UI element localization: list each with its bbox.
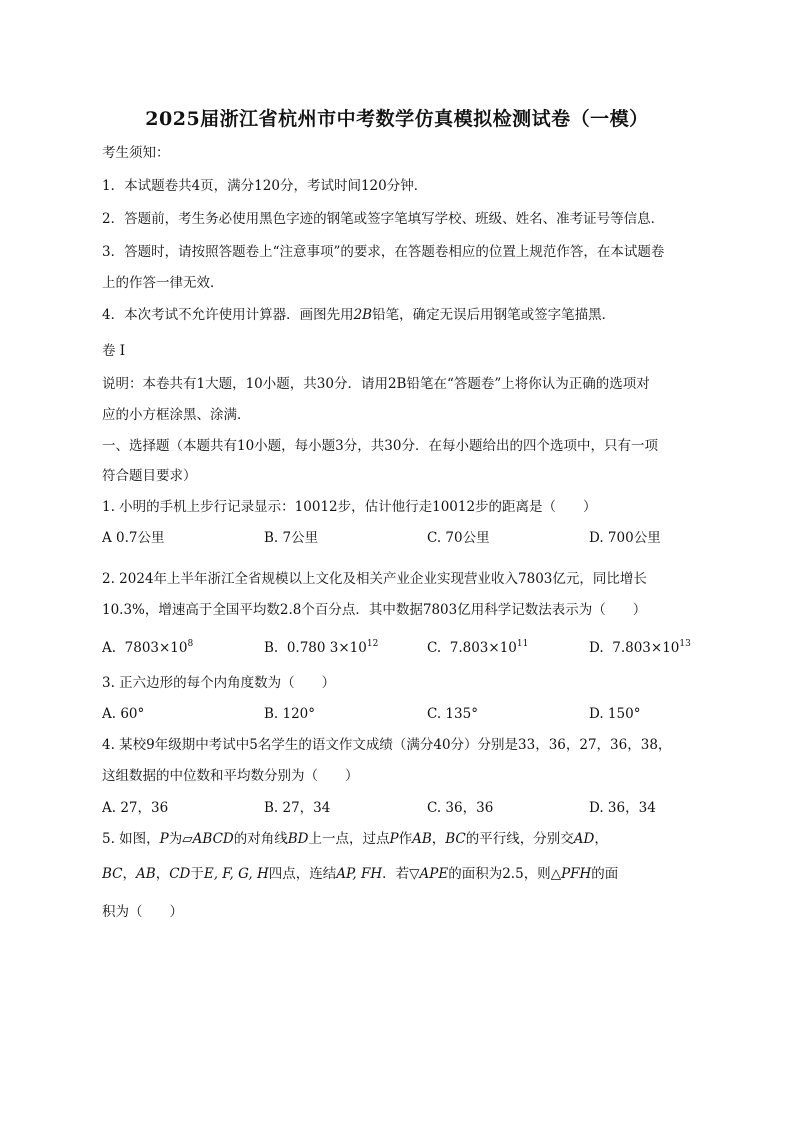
q2-option-c-exp: 11 bbox=[516, 639, 529, 649]
q5-text: 于 bbox=[190, 866, 204, 882]
q5-math-points: E, F, G, H bbox=[203, 866, 269, 882]
question-5-line-3: 积为（ ） bbox=[102, 904, 183, 920]
q2-option-b-label: B. bbox=[264, 640, 279, 656]
q5-math-triangle-pfh: △PFH bbox=[550, 866, 592, 882]
q5-text: 为 bbox=[168, 831, 183, 847]
question-1-stem: 1. 小明的手机上步行记录显示：10012步，估计他行走10012步的距离是（ ） bbox=[102, 499, 597, 515]
q2-option-c bbox=[427, 638, 528, 658]
q3-option-c: C. 135° bbox=[427, 706, 478, 722]
q5-math-p: P bbox=[159, 831, 169, 847]
q4-option-a: A. 27，36 bbox=[102, 800, 169, 816]
q2-option-b-exp: 12 bbox=[366, 639, 379, 649]
q4-option-b: B. 27，34 bbox=[264, 800, 331, 816]
notice-item-1: 1．本试题卷共4页，满分120分，考试时间120分钟． bbox=[102, 178, 428, 194]
volume-label: 卷 I bbox=[102, 343, 126, 359]
section-1-line-2: 符合题目要求） bbox=[102, 468, 197, 484]
notice-heading: 考生须知： bbox=[102, 145, 170, 161]
q2-option-d-exp: 13 bbox=[679, 639, 691, 649]
question-2-line-1: 2. 2024年上半年浙江全省规模以上文化及相关产业企业实现营业收入7803亿元，同比增长 bbox=[102, 571, 647, 587]
q5-text: 5. 如图， bbox=[102, 831, 160, 847]
q5-text: 四点，连结 bbox=[268, 866, 337, 882]
q5-text: 的对角线 bbox=[233, 831, 288, 847]
q5-math-p: P bbox=[389, 831, 399, 847]
q5-text: 的面 bbox=[591, 866, 619, 882]
question-3-stem: 3. 正六边形的每个内角度数为（ ） bbox=[102, 675, 336, 691]
q2-option-a-base: 7803×10 bbox=[124, 640, 188, 656]
notice-item-4 bbox=[102, 305, 615, 325]
question-4-line-1: 4. 某校9年级期中考试中5名学生的语文作文成绩（满分40分）分别是33，36，27，36，38， bbox=[102, 737, 672, 753]
q5-text: ， bbox=[594, 831, 608, 847]
page-title: 2025届浙江省杭州市中考数学仿真模拟检测试卷（一模） bbox=[145, 108, 649, 130]
q5-text: 上一点，过点 bbox=[308, 831, 390, 847]
notice-item-3-line-1: 3．答题时，请按照答题卷上“注意事项”的要求，在答题卷相应的位置上规范作答，在本试题卷 bbox=[102, 244, 665, 260]
q5-math-bc: BC bbox=[445, 831, 466, 847]
q3-option-b: B. 120° bbox=[264, 706, 316, 722]
q5-text: ， bbox=[122, 866, 137, 882]
q5-math-bd: BD bbox=[287, 831, 309, 847]
volume-desc-line-1: 说明：本卷共有1大题，10小题，共30分．请用2B铅笔在“答题卷”上将你认为正确的选项对 bbox=[102, 376, 650, 392]
q1-option-c: C. 70公里 bbox=[427, 530, 490, 546]
q2-option-a bbox=[102, 638, 193, 658]
notice-item-4-pre: 4．本次考试不允许使用计算器．画图先用 bbox=[102, 307, 354, 323]
q5-text: ， bbox=[431, 831, 446, 847]
q5-math-triangle-ape: ▽APE bbox=[409, 866, 449, 882]
q2-option-b-base: 0.780 3×10 bbox=[286, 640, 367, 656]
q2-option-d bbox=[589, 638, 691, 658]
q5-text: 作 bbox=[398, 831, 413, 847]
section-1-line-1: 一、选择题（本题共有10小题，每小题3分，共30分．在每小题给出的四个选项中，只有一项 bbox=[102, 438, 658, 454]
q5-math-ab: AB bbox=[412, 831, 432, 847]
question-4-line-2: 这组数据的中位数和平均数分别为（ ） bbox=[102, 768, 359, 784]
q5-math-value: 2.5 bbox=[502, 866, 524, 882]
question-5-line-2 bbox=[102, 864, 618, 884]
q5-text: ，则 bbox=[523, 866, 551, 882]
q1-option-d: D. 700公里 bbox=[589, 530, 661, 546]
q2-option-c-label: C. bbox=[427, 640, 442, 656]
q3-option-a: A. 60° bbox=[102, 706, 145, 722]
q2-option-c-base: 7.803×10 bbox=[449, 640, 517, 656]
q5-math-ad: AD bbox=[573, 831, 595, 847]
q5-math-bc: BC bbox=[102, 866, 123, 882]
q2-option-a-exp: 8 bbox=[187, 639, 194, 649]
q5-math-cd: CD bbox=[169, 866, 191, 882]
q2-option-d-base: 7.803×10 bbox=[612, 640, 680, 656]
notice-item-3-line-2: 上的作答一律无效． bbox=[102, 275, 224, 291]
q1-option-a: A 0.7公里 bbox=[102, 530, 165, 546]
notice-item-4-post: 铅笔，确定无误后用钢笔或签字笔描黑． bbox=[372, 307, 616, 323]
q5-text: ， bbox=[155, 866, 170, 882]
q4-option-d: D. 36，34 bbox=[589, 800, 656, 816]
q5-math-ab: AB bbox=[136, 866, 156, 882]
q3-option-d: D. 150° bbox=[589, 706, 641, 722]
q5-math-parallelogram: ▱ABCD bbox=[182, 831, 234, 847]
q5-text: 的平行线，分别交 bbox=[465, 831, 574, 847]
q4-option-c: C. 36，36 bbox=[427, 800, 494, 816]
notice-item-4-math: 2B bbox=[353, 307, 373, 323]
q2-option-a-label: A. bbox=[102, 640, 117, 656]
notice-item-2: 2．答题前，考生务必使用黑色字迹的钢笔或签字笔填写学校、班级、姓名、准考证号等信息． bbox=[102, 211, 665, 227]
question-5-line-1 bbox=[102, 829, 608, 849]
question-2-line-2: 10.3%，增速高于全国平均数2.8个百分点．其中数据7803亿用科学记数法表示为（ ） bbox=[102, 602, 647, 618]
volume-desc-line-2: 应的小方框涂黑、涂满． bbox=[102, 407, 251, 423]
q1-option-b: B. 7公里 bbox=[264, 530, 319, 546]
q5-text: 的面积为 bbox=[448, 866, 503, 882]
q2-option-b bbox=[264, 638, 378, 658]
q5-math-ap-fh: AP, FH bbox=[336, 866, 383, 882]
q2-option-d-label: D. bbox=[589, 640, 604, 656]
q5-text: ．若 bbox=[382, 866, 410, 882]
